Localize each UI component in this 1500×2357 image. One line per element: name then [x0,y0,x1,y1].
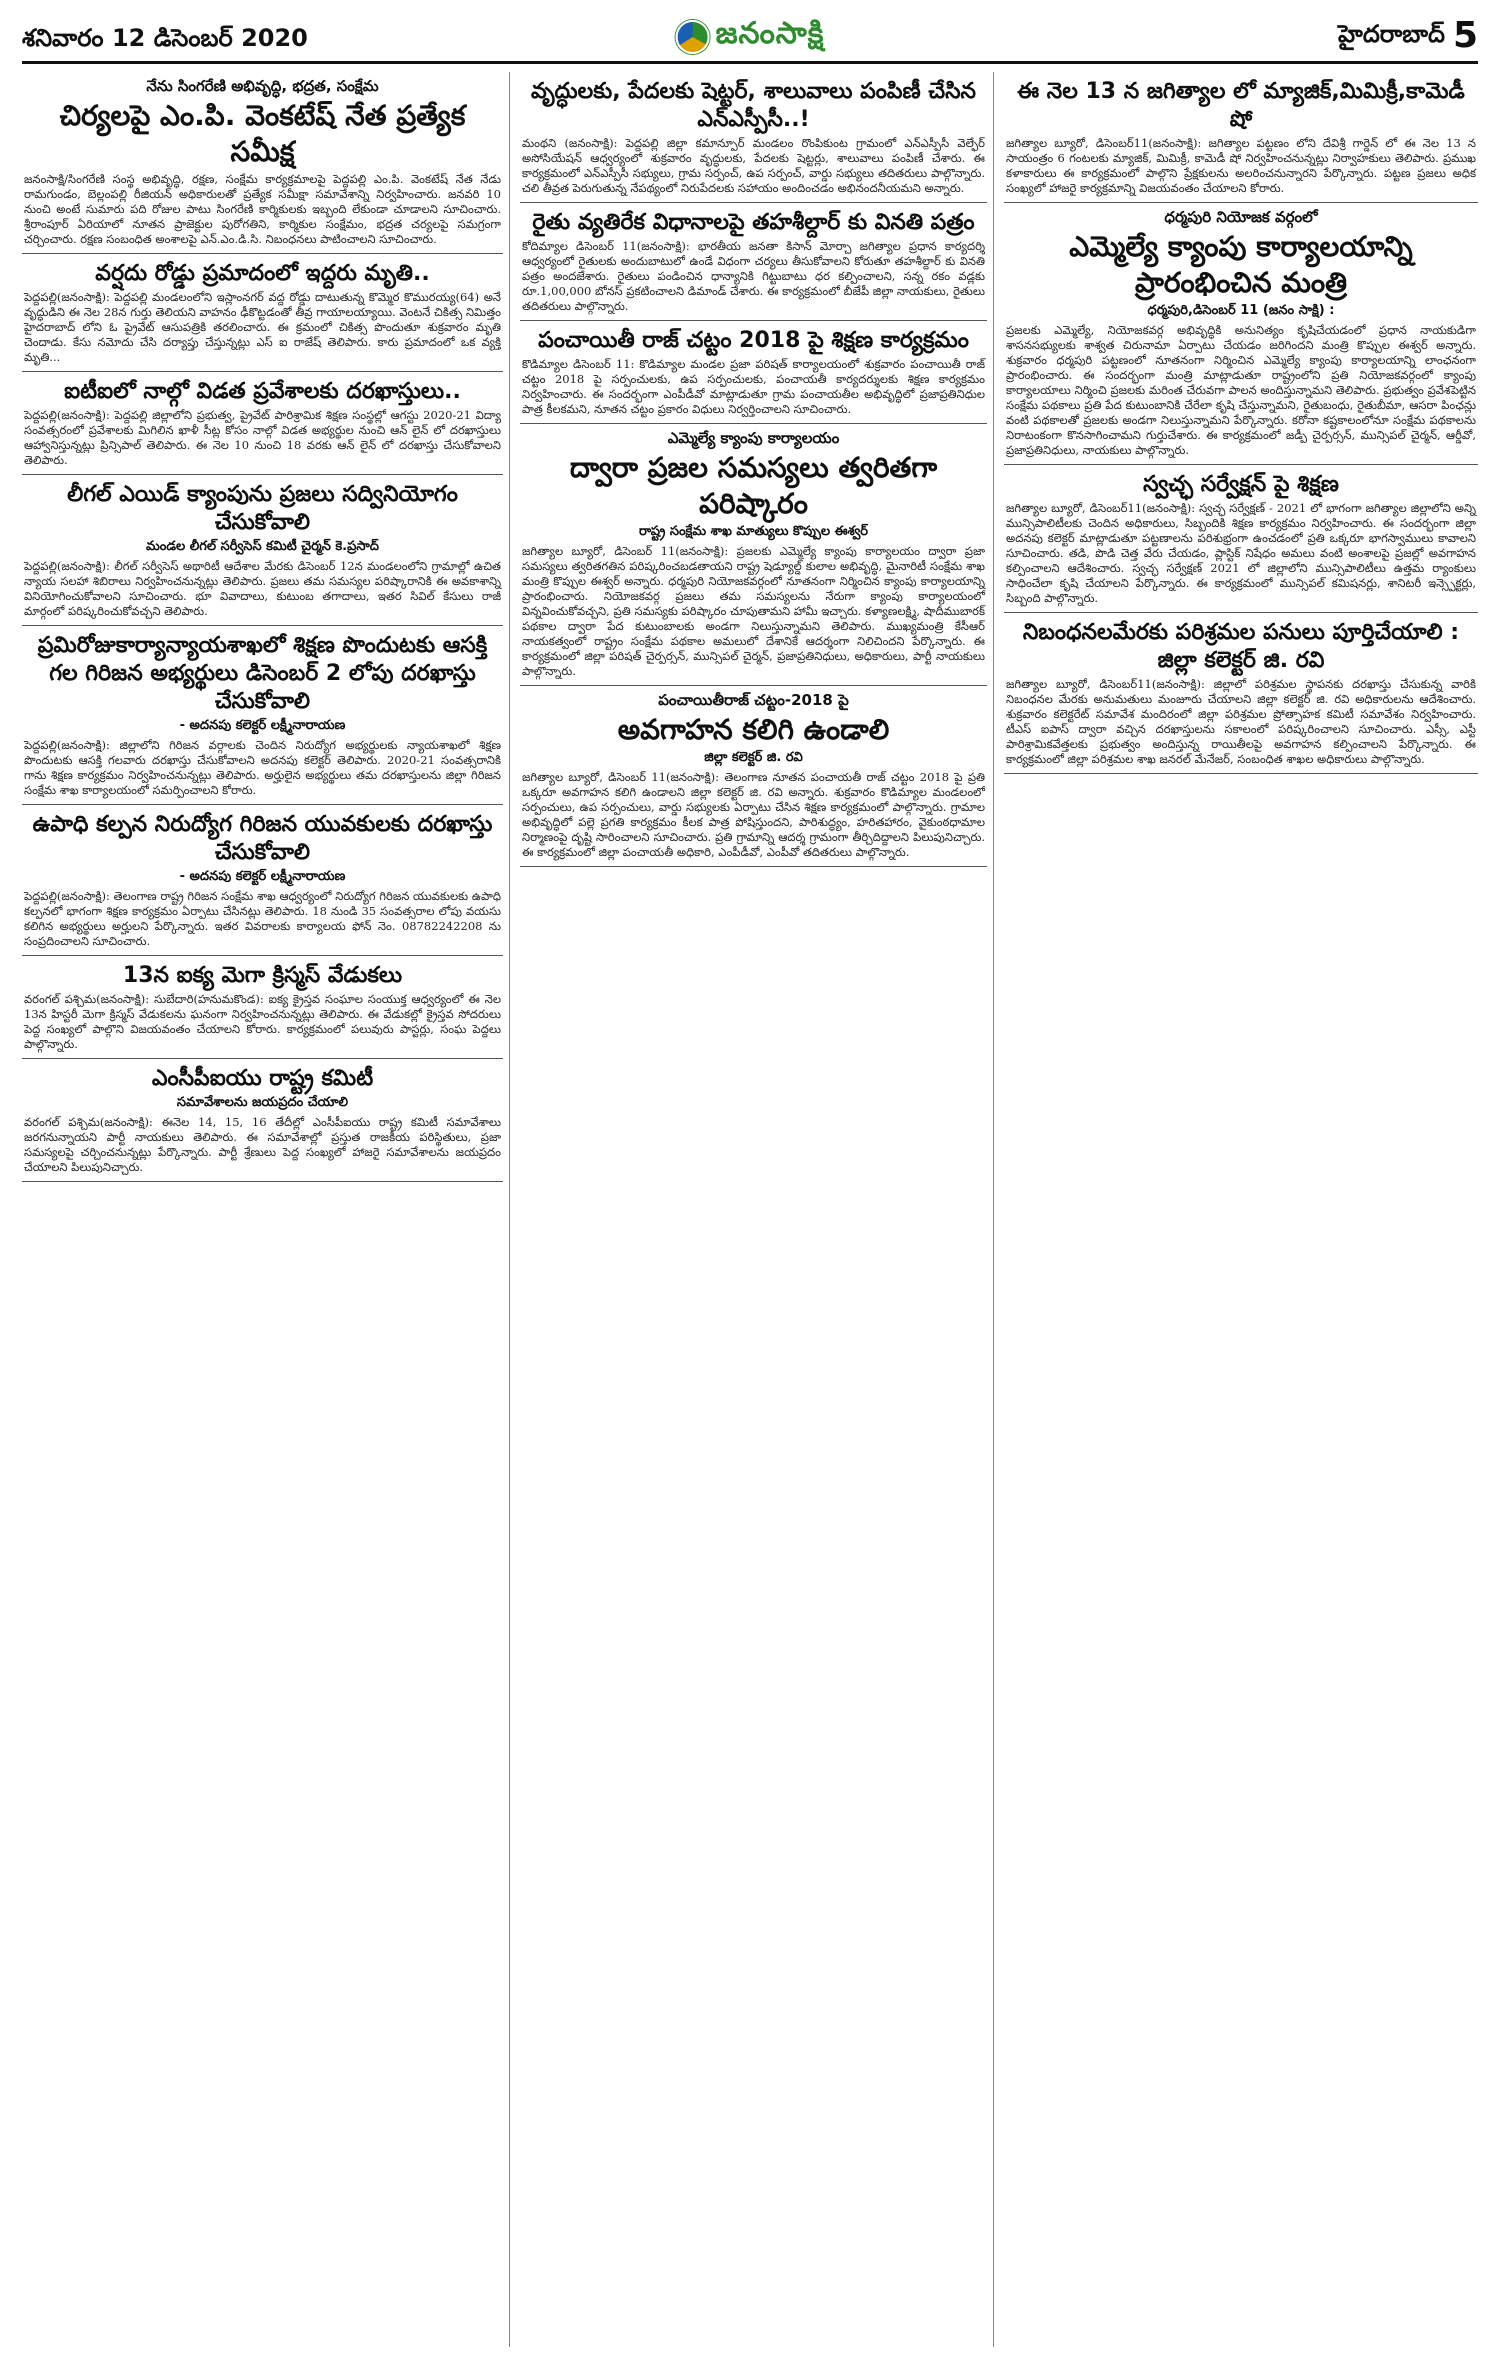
article-kicker: ధర్మపురి నియోజక వర్గంలో [1164,208,1318,226]
article-headline: ఎంసీపీఐయు రాష్ట్ర కమిటీ [151,1066,374,1091]
article-body: వరంగల్ పశ్చిమ(జనంసాక్షి): సుబేదారి(హనుమకొండ): ఐక్య క్రైస్తవ సంఘాల సంయుక్త ఆధ్వర్యంలో ఈ నెల 13న హిస్టరీ మెగా క్రిస్మస్ వేడుకలను ఘనంగా నిర్వహించనున్నట్లు తెలిపారు. ఈ వేడుకల్లో క్రైస్తవ సోదరులు పెద్ద సంఖ్యలో పాల్గొని విజయవంతం చేయాలని కోరారు. కార్యక్రమంలో పలువురు పాస్టర్లు, సంఘ పెద్దలు పాల్గొన్నారు. [24,992,501,1051]
column-right [1004,72,1478,2347]
article-body: ప్రజలకు ఎమ్మెల్యే, నియోజకవర్గ అభివృద్ధికి అనునిత్యం కృషిచేయడంలో ప్రధాన నాయకుడిగా శాసనసభ్యులకు శాశ్వత చిరునామా ఏర్పాటు చేయడం జరిగిందని మంత్రి కొప్పుల ఈశ్వర్ అన్నారు. శుక్రవారం ధర్మపురి పట్టణంలో నూతనంగా నిర్మించిన ఎమ్మెల్యే క్యాంపు కార్యాలయాన్ని లాంఛనంగా ప్రారంభించారు. ఈ సందర్భంగా మంత్రి మాట్లాడుతూ రాష్ట్రంలోని ప్రతి నియోజకవర్గంలో క్యాంపు కార్యాలయాలు నిర్మించి ప్రజలకు మరింత చేరువగా పాలన అందిస్తున్నామని తెలిపారు. ప్రభుత్వం ప్రవేశపెట్టిన సంక్షేమ పథకాలు ప్రతి పేద కుటుంబానికి చేరేలా కృషి చేస్తున్నామని, రైతుబంధు, రైతుబీమా, ఆసరా పింఛన్లు వంటి పథకాలతో ప్రజలకు అండగా నిలుస్తున్నామని పేర్కొన్నారు. కరోనా కష్టకాలంలోనూ సంక్షేమ పథకాలను నిరాటంకంగా కొనసాగించామని గుర్తుచేశారు. ఈ కార్యక్రమంలో జడ్పీ చైర్పర్సన్, మున్సిపల్ చైర్మన్, ఆర్డీవో, ప్రజాప్రతినిధులు, నాయకులు పాల్గొన్నారు. [1006,323,1476,457]
news-article [520,72,987,203]
article-headline: ద్వారా ప్రజల సమస్యలు త్వరితగా పరిష్కారం [569,451,938,520]
article-body: కొడిమ్యాల డిసెంబర్ 11: కొడిమ్యాల మండల ప్రజా పరిషత్ కార్యాలయంలో శుక్రవారం పంచాయితీ రాజ్ చట్టం 2018 పై సర్పంచులకు, ఉప సర్పంచులకు, పంచాయతీ కార్యదర్శులకు శిక్షణ కార్యక్రమం నిర్వహించారు. ఈ సందర్భంగా ఎంపీడీవో మాట్లాడుతూ గ్రామ పంచాయతీల అభివృద్ధిలో ప్రజాప్రతినిధుల పాత్ర కీలకమని, నూతన చట్టం ప్రకారం విధులు నిర్వర్తించాలని సూచించారు. [522,357,985,416]
article-headline: ఐటీఐలో నాల్గో విడత ప్రవేశాలకు దరఖాస్తులు.. [64,379,461,404]
article-headline: పంచాయితీ రాజ్ చట్టం 2018 పై శిక్షణ కార్యక్రమం [538,328,969,353]
news-article [520,321,987,424]
newspaper-logo [676,16,825,58]
article-byline: ధర్మపురి,డిసెంబర్ 11 (జనం సాక్షి) : [1147,303,1335,318]
news-article [22,805,503,956]
news-article [22,956,503,1059]
article-byline: జిల్లా కలెక్టర్ జి. రవి [704,750,803,765]
article-body: పెద్దపల్లి(జనంసాక్షి): లీగల్ సర్వీసెస్ అథారిటీ ఆదేశాల మేరకు డిసెంబర్ 12న మండలంలోని గ్రామాల్లో ఉచిత న్యాయ సలహా శిబిరాలు నిర్వహించనున్నట్లు తెలిపారు. ప్రజలు తమ సమస్యల పరిష్కారానికి ఈ అవకాశాన్ని వినియోగించుకోవాలని సూచించారు. భూ వివాదాలు, కుటుంబ తగాదాలు, ఇతర సివిల్ కేసులు రాజీ మార్గంలో పరిష్కరించుకోవచ్చని తెలిపారు. [24,559,501,618]
article-headline: చిర్యలపై ఎం.పి. వెంకటేష్ నేత ప్రత్యేక సమీక్ష [59,99,466,168]
article-kicker: పంచాయితీరాజ్ చట్టం-2018 పై [658,691,849,709]
article-body: జగిత్యాల బ్యూరో, డిసెంబర్ 11(జనంసాక్షి): ప్రజలకు ఎమ్మెల్యే క్యాంపు కార్యాలయం ద్వారా ప్రజా సమస్యలు త్వరితగతిన పరిష్కరించబడతాయని రాష్ట్ర షెడ్యూల్డ్ కులాల అభివృద్ధి, మైనారిటీ సంక్షేమ శాఖ మంత్రి కొప్పుల ఈశ్వర్ అన్నారు. ధర్మపురి నియోజకవర్గంలో నూతనంగా నిర్మించిన క్యాంపు కార్యాలయాన్ని ప్రారంభించారు. నియోజకవర్గ ప్రజలు తమ సమస్యలను నేరుగా క్యాంపు కార్యాలయంలో విన్నవించుకోవచ్చని, ప్రతి సమస్యకు పరిష్కారం చూపుతామని హామీ ఇచ్చారు. కళ్యాణలక్ష్మి, షాదీముబారక్ పథకాల ద్వారా పేద కుటుంబాలకు అండగా నిలుస్తున్నామని తెలిపారు. ముఖ్యమంత్రి కేసీఆర్ నాయకత్వంలో రాష్ట్రం సంక్షేమ పథకాల అమలులో దేశానికే ఆదర్శంగా నిలిచిందని పేర్కొన్నారు. ఈ కార్యక్రమంలో జిల్లా పరిషత్ చైర్పర్సన్, మున్సిపల్ చైర్మన్, ప్రజాప్రతినిధులు, అధికారులు, పార్టీ నాయకులు పాల్గొన్నారు. [522,544,985,678]
article-body: కోదిమ్యాల డిసెంబర్ 11(జనంసాక్షి): భారతీయ జనతా కిసాన్ మోర్చా జగిత్యాల ప్రధాన కార్యదర్శి ఆధ్వర్యంలో రైతులకు అందుబాటులో ఉండే విధంగా చర్యలు తీసుకోవాలని కోరుతూ తహశీల్దార్ కు వినతి పత్రం అందజేశారు. రైతులు పండించిన ధాన్యానికి గిట్టుబాటు ధర కల్పించాలని, సన్న రకం వడ్లకు రూ.1,00,000 బోనస్ ప్రకటించాలని డిమాండ్ చేశారు. ఈ కార్యక్రమంలో బీజేపీ జిల్లా నాయకులు, రైతులు తదితరులు పాల్గొన్నారు. [522,239,985,313]
article-headline: స్వచ్ఛ సర్వేక్షన్ పై శిక్షణ [1143,472,1339,497]
news-article [1004,613,1478,774]
article-byline: రాష్ట్ర సంక్షేమ శాఖ మాత్యులు కొప్పుల ఈశ్వర్ [638,524,869,539]
article-headline: లీగల్ ఎయిడ్ క్యాంపును ప్రజలు సద్వినియోగం చేసుకోవాలి [67,482,458,535]
news-article [22,372,503,475]
issue-date: శనివారం 12 డిసెంబర్ 2020 [22,24,308,52]
article-byline: - అదనపు కలెక్టర్ లక్ష్మీనారాయణ [179,869,346,884]
edition-city: హైదరాబాద్ [1338,20,1445,48]
news-article [22,1059,503,1182]
news-article [1004,72,1478,203]
article-body: జనంసాక్షి/సింగరేణి సంస్థ అభివృద్ధి, రక్షణ, సంక్షేమ కార్యక్రమాలపై పెద్దపల్లి ఎం.పి. వెంకటేష్ నేత నేడు రామగుండం, బెల్లంపల్లి రీజియన్ అధికారులతో ప్రత్యేక సమీక్షా సమావేశాన్ని నిర్వహించారు. జనవరి 10 నుంచి అంటే సుమారు పది రోజుల పాటు సింగరేణి కార్మికులకు ఇబ్బంది లేకుండా చూడాలని సూచించారు. శ్రీరాంపూర్ ఏరియాలో నూతన ప్రాజెక్టుల పురోగతిని, కార్మికుల సంక్షేమం, భద్రత చర్యలపై సమగ్రంగా చర్చించారు. రక్షణ సంబంధిత అంశాలపై ఎన్.ఎం.డి.సి. నిబంధనలు పాటించాలని సూచించారు. [24,172,501,246]
news-article [1004,465,1478,613]
article-headline: 13న ఐక్య మెగా క్రిస్మస్ వేడుకలు [122,963,403,988]
article-headline: వృద్ధులకు, పేదలకు షెట్టర్, శాలువాలు పంపిణీ చేసిన ఎన్ఎస్పీసీ..! [531,79,976,132]
article-headline: ఈ నెల 13 న జగిత్యాల లో మ్యాజిక్,మిమిక్రీ,కామెడీ షో [1017,79,1465,132]
article-body: పెద్దపల్లి(జనంసాక్షి): తెలంగాణ రాష్ట్ర గిరిజన సంక్షేమ శాఖ ఆధ్వర్యంలో నిరుద్యోగ గిరిజన యువకులకు ఉపాధి కల్పనలో భాగంగా శిక్షణ కార్యక్రమం ఏర్పాటు చేసినట్లు తెలిపారు. 18 నుండి 35 సంవత్సరాల లోపు వయసు కలిగిన అభ్యర్థులు అర్హులని పేర్కొన్నారు. ఇతర వివరాలకు కార్యాలయ ఫోన్ నెం. 08782242208 ను సంప్రదించాలని సూచించారు. [24,889,501,948]
news-article [520,203,987,321]
article-headline: వర్షదు రోడ్డు ప్రమాదంలో ఇద్దరు మృతి.. [95,261,430,286]
article-body: జగిత్యాల బ్యూరో, డిసెంబర్11(జనంసాక్షి): స్వచ్ఛ సర్వేక్షణ్ - 2021 లో భాగంగా జగిత్యాల జిల్లాలోని అన్ని మున్సిపాలిటీలకు చెందిన అధికారులు, సిబ్బందికి శిక్షణ కార్యక్రమం నిర్వహించారు. ఈ సందర్భంగా జిల్లా అదనపు కలెక్టర్ మాట్లాడుతూ పట్టణాలను పరిశుభ్రంగా ఉంచడంలో ప్రతి ఒక్కరూ భాగస్వాములు కావాలని సూచించారు. తడి, పొడి చెత్త వేరు చేయడం, ప్లాస్టిక్ నిషేధం అమలు వంటి అంశాలపై ప్రజల్లో అవగాహన కల్పించాలని ఆదేశించారు. స్వచ్ఛ సర్వేక్షణ్ 2021 లో జిల్లాలోని మున్సిపాలిటీలు ఉత్తమ ర్యాంకులు సాధించేలా కృషి చేయాలని పేర్కొన్నారు. ఈ కార్యక్రమంలో మున్సిపల్ కమిషనర్లు, శానిటరీ ఇన్స్పెక్టర్లు, సిబ్బంది పాల్గొన్నారు. [1006,501,1476,605]
article-body: పెద్దపల్లి(జనంసాక్షి): జిల్లాలోని గిరిజన వర్గాలకు చెందిన నిరుద్యోగ అభ్యర్థులకు న్యాయశాఖలో శిక్షణ పొందుటకు ఆసక్తి గలవారు దరఖాస్తు చేసుకోవాలని అదనపు కలెక్టర్ తెలిపారు. 2020-21 సంవత్సరానికి గాను శిక్షణ కార్యక్రమం నిర్వహించనున్నట్లు తెలిపారు. అర్హులైన అభ్యర్థులు తమ దరఖాస్తులను జిల్లా గిరిజన సంక్షేమ శాఖ కార్యాలయంలో సమర్పించాలని కోరారు. [24,738,501,797]
article-body: పెద్దపల్లి(జనంసాక్షి): పెద్దపల్లి మండలంలోని ఇస్లాంనగర్ వద్ద రోడ్డు దాటుతున్న కొమ్మెర కొమురయ్య(64) అనే వృద్ధుడిని ఈ నెల 28న గుర్తు తెలియని వాహనం ఢీకొట్టడంతో తీవ్ర గాయాలయ్యాయి. వెంటనే చికిత్స నిమిత్తం హైదరాబాద్ లోని ఓ ప్రైవేట్ ఆసుపత్రికి తరలించారు. ఈ క్రమంలో చికిత్స పొందుతూ శుక్రవారం మృతి చెందాడు. కేసు నమోదు చేసి దర్యాప్తు చేస్తున్నట్లు ఎస్ ఐ రాజేష్ తెలిపారు. కారు ప్రమాదంలో ఒక వ్యక్తి మృతి... [24,290,501,364]
article-headline: ఎమ్మెల్యే క్యాంపు కార్యాలయాన్ని ప్రారంభించిన మంత్రి [1069,230,1413,299]
news-article [22,72,503,254]
column-middle [520,72,994,2347]
edition-info [1338,15,1478,56]
article-body: మంథని (జనంసాక్షి): పెద్దపల్లి జిల్లా కమాన్పూర్ మండలం రొంపికుంట గ్రామంలో ఎన్ఎస్పీసీ వెల్ఫేర్ అసోసియేషన్ ఆధ్వర్యంలో శుక్రవారం వృద్ధులకు, పేదలకు షెట్టర్లు, శాలువాలు పంపిణీ చేశారు. ఈ కార్యక్రమంలో ఎన్ఎస్పీసీ సభ్యులు, గ్రామ సర్పంచ్, ఉప సర్పంచ్, వార్డు సభ్యులు తదితరులు పాల్గొన్నారు. చలి తీవ్రత పెరుగుతున్న నేపథ్యంలో నిరుపేదలకు సహాయం అందించడం అభినందనీయమని అన్నారు. [522,136,985,195]
masthead [22,10,1478,64]
article-body: వరంగల్ పశ్చిమ(జనంసాక్షి): ఈనెల 14, 15, 16 తేదీల్లో ఎంసీపీఐయు రాష్ట్ర కమిటీ సమావేశాలు జరగనున్నాయని పార్టీ నాయకులు తెలిపారు. ఈ సమావేశాల్లో ప్రస్తుత రాజకీయ పరిస్థితులు, ప్రజా సమస్యలపై చర్చించనున్నట్లు పేర్కొన్నారు. పార్టీ శ్రేణులు పెద్ద సంఖ్యలో హాజరై సమావేశాలను జయప్రదం చేయాలని పిలుపునిచ్చారు. [24,1115,501,1174]
logo-emblem-icon [676,20,710,54]
article-body: జగిత్యాల బ్యూరో, డిసెంబర్ 11(జనంసాక్షి): తెలంగాణ నూతన పంచాయతీ రాజ్ చట్టం 2018 పై ప్రతి ఒక్కరూ అవగాహన కలిగి ఉండాలని జిల్లా కలెక్టర్ జి. రవి అన్నారు. శుక్రవారం కొడిమ్యాల మండలంలో సర్పంచులు, ఉప సర్పంచులు, వార్డు సభ్యులకు ఏర్పాటు చేసిన శిక్షణ కార్యక్రమంలో పాల్గొన్నారు. గ్రామాల అభివృద్ధిలో పల్లె ప్రగతి కార్యక్రమం కీలక పాత్ర పోషిస్తుందని, పారిశుద్ధ్యం, హరితహారం, వైకుంఠధామాల నిర్మాణంపై దృష్టి సారించాలని సూచించారు. ప్రతి గ్రామాన్ని ఆదర్శ గ్రామంగా తీర్చిదిద్దాలని పిలుపునిచ్చారు. ఈ కార్యక్రమంలో జిల్లా పంచాయతీ అధికారి, ఎంపీడీవో, ఎంపీవో తదితరులు పాల్గొన్నారు. [522,770,985,859]
article-kicker: నేను సింగరేణి అభివృద్ధి, భద్రత, సంక్షేమ [146,77,379,95]
article-headline: ప్రమిరోజుకార్యాన్యాయశాఖలో శిక్షణ పొందుటకు ఆసక్తి గల గిరిజన అభ్యర్థులు డిసెంబర్ 2 లోపు దరఖాస్తు చేసుకోవాలి [37,633,488,714]
article-body: జగిత్యాల బ్యూరో, డిసెంబర్11(జనంసాక్షి): జిల్లాలో పరిశ్రమల స్థాపనకు దరఖాస్తు చేసుకున్న వారికి నిబంధనల మేరకు అనుమతులు మంజూరు చేయాలని జిల్లా కలెక్టర్ జి. రవి అధికారులను ఆదేశించారు. శుక్రవారం కలెక్టరేట్ సమావేశ మందిరంలో జిల్లా పరిశ్రమల ప్రోత్సాహక కమిటీ సమావేశం నిర్వహించారు. టీఎస్ ఐపాస్ ద్వారా వచ్చిన దరఖాస్తులను సకాలంలో పరిష్కరించాలని సూచించారు. ఎస్సీ, ఎస్టీ పారిశ్రామికవేత్తలకు ప్రభుత్వం అందిస్తున్న రాయితీలపై అవగాహన కల్పించాలని పేర్కొన్నారు. ఈ కార్యక్రమంలో జిల్లా పరిశ్రమల శాఖ జనరల్ మేనేజర్, సంబంధిత శాఖల అధికారులు పాల్గొన్నారు. [1006,677,1476,766]
news-article [1004,203,1478,465]
article-kicker: ఎమ్మెల్యే క్యాంపు కార్యాలయం [667,429,840,447]
article-body: పెద్దపల్లి(జనంసాక్షి): పెద్దపల్లి జిల్లాలోని ప్రభుత్వ, ప్రైవేట్ పారిశ్రామిక శిక్షణ సంస్థల్లో ఆగస్టు 2020-21 విద్యా సంవత్సరంలో ప్రవేశాలకు మిగిలిన ఖాళీ సీట్ల కోసం నాల్గో విడత అభ్యర్థుల నుంచి ఆన్ లైన్ లో దరఖాస్తులు ఆహ్వానిస్తున్నట్లు ప్రిన్సిపాల్ తెలిపారు. ఈ నెల 10 నుంచి 18 వరకు ఆన్ లైన్ లో దరఖాస్తు చేసుకోవాలని తెలిపారు. [24,408,501,467]
article-byline: - అదనపు కలెక్టర్ లక్ష్మీనారాయణ [179,718,346,733]
article-headline: ఉపాధి కల్పన నిరుద్యోగ గిరిజన యువకులకు దరఖాస్తు చేసుకోవాలి [32,812,493,865]
article-headline: రైతు వ్యతిరేక విధానాలపై తహశీల్దార్ కు వినతి పత్రం [532,210,975,235]
article-body: జగిత్యాల బ్యూరో, డిసెంబర్11(జనంసాక్షి): జగిత్యాల పట్టణం లోని దేవిశ్రీ గార్డెన్ లో ఈ నెల 13 న సాయంత్రం 6 గంటలకు మ్యాజిక్, మిమిక్రీ, కామెడీ షో నిర్వహించనున్నట్లు నిర్వాహకులు తెలిపారు. ప్రముఖ కళాకారులు ఈ కార్యక్రమంలో పాల్గొని ప్రేక్షకులను అలరించనున్నారని పేర్కొన్నారు. పట్టణ ప్రజలు అధిక సంఖ్యలో హాజరై కార్యక్రమాన్ని విజయవంతం చేయాలని కోరారు. [1006,136,1476,195]
news-article [520,686,987,867]
article-byline: మండల లీగల్ సర్వీసెస్ కమిటీ చైర్మన్ కె.ప్రసాద్ [146,539,379,554]
article-headline: నిబంధనలమేరకు పరిశ్రమల పనులు పూర్తిచేయాలి : జిల్లా కలెక్టర్ జి. రవి [1022,620,1460,673]
article-headline: అవగాహన కలిగి ఉండాలి [617,713,890,746]
news-article [22,254,503,372]
news-article [22,626,503,805]
page-number: 5 [1452,15,1478,56]
article-byline: సమావేశాలను జయప్రదం చేయాలి [176,1095,349,1110]
news-columns [22,72,1478,2347]
news-article [520,424,987,686]
column-left [22,72,510,2347]
logo-text: జనంసాక్షి [715,16,825,51]
news-article [22,475,503,626]
